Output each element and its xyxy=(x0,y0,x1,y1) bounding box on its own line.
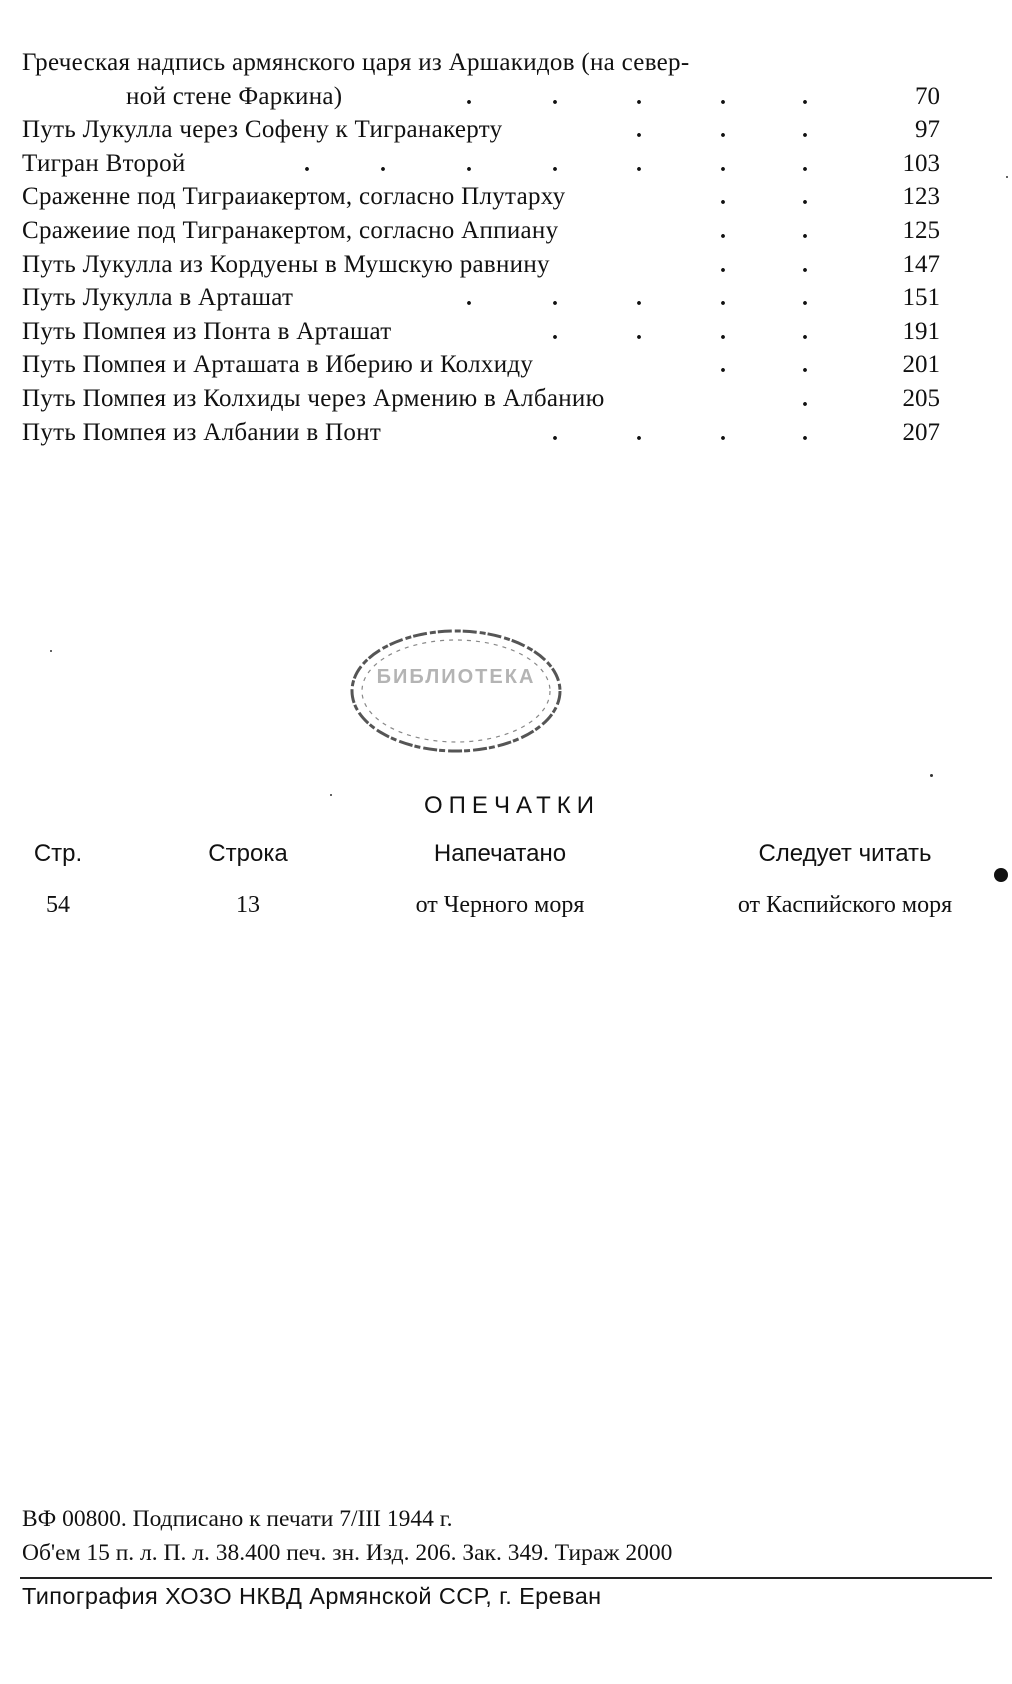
page-number: 151 xyxy=(902,284,940,312)
leader-dot: . xyxy=(802,83,808,110)
leader-dot: . xyxy=(720,251,726,278)
colophon-line: ВФ 00800. Подписано к печати 7/III 1944 г. xyxy=(22,1506,453,1532)
leader-dot: . xyxy=(720,318,726,345)
leader-dot: . xyxy=(552,150,558,177)
errata-page: 54 xyxy=(46,892,70,918)
leader-dot: . xyxy=(802,251,808,278)
leader-dot: . xyxy=(720,352,726,379)
map-title: Греческая надпись армянского царя из Аршакидов (на север- xyxy=(22,49,690,76)
errata-header-printed: Напечатано xyxy=(433,840,567,867)
leader-dot: . xyxy=(466,285,472,312)
leader-dot: . xyxy=(552,419,558,446)
page-number: 125 xyxy=(902,216,940,244)
speck xyxy=(50,650,52,652)
speck xyxy=(1006,176,1008,178)
leader-dot: . xyxy=(802,218,808,244)
leader-dot: . xyxy=(802,184,808,211)
map-list xyxy=(22,46,942,449)
map-list-item xyxy=(22,46,942,80)
printer-line: Типография ХОЗО НКВД Армянской ССР, г. Ереван xyxy=(22,1583,602,1609)
page-number: 70 xyxy=(915,82,940,110)
leader-dot: . xyxy=(636,318,642,345)
map-title: Путь Помпея из Колхиды через Армению в Албанию xyxy=(22,384,605,412)
map-title: Путь Лукулла в Арташат xyxy=(22,284,294,312)
stamp-text: БИБЛИОТЕКА xyxy=(376,666,536,688)
errata-correct: от Каспийского моря xyxy=(737,892,953,918)
divider xyxy=(20,1577,992,1579)
map-title: Тигран Второй xyxy=(22,149,186,177)
leader-dot: . xyxy=(552,285,558,312)
leader-dot: . xyxy=(720,117,726,144)
errata-header-page: Стр. xyxy=(33,840,83,867)
errata-line: 13 xyxy=(236,892,260,918)
leader-dot: . xyxy=(802,352,808,379)
page-number: 205 xyxy=(902,384,940,412)
errata-printed: от Черного моря xyxy=(415,892,585,918)
speck xyxy=(930,774,933,777)
colophon xyxy=(22,1502,672,1570)
leader-dot: . xyxy=(720,150,726,177)
map-title: Путь Лукулла через Софену к Тигранакерту xyxy=(22,116,503,144)
speck xyxy=(330,794,332,796)
library-stamp xyxy=(345,623,567,759)
leader-dot: . xyxy=(720,419,726,446)
leader-dot: . xyxy=(636,83,642,110)
map-title: Сражеиие под Тигранакертом, согласно Аппиану xyxy=(22,216,559,244)
errata-header-line: Строка xyxy=(208,840,288,867)
page-number: 147 xyxy=(902,250,940,278)
map-title: Путь Лукулла из Кордуены в Мушскую равнину xyxy=(22,250,550,278)
leader-dot: . xyxy=(802,150,808,177)
page-number: 201 xyxy=(902,351,940,379)
leader-dot: . xyxy=(380,150,386,177)
leader-dot: . xyxy=(636,285,642,312)
map-title: Путь Помпея из Понта в Арташат xyxy=(22,317,392,345)
leader-dot: . xyxy=(466,83,472,110)
leader-dot: . xyxy=(552,83,558,110)
leader-dot: . xyxy=(552,318,558,345)
page-number: 191 xyxy=(902,317,940,345)
leader-dot: . xyxy=(720,184,726,211)
leader-dot: . xyxy=(802,318,808,345)
errata-header-correct: Следует читать xyxy=(758,840,932,867)
map-title: Сраженне под Тиграиакертом, согласно Плутарху xyxy=(22,183,566,211)
leader-dot: . xyxy=(802,285,808,312)
leader-dot: . xyxy=(720,285,726,312)
leader-dot: . xyxy=(304,150,310,177)
page-number: 123 xyxy=(902,183,940,211)
leader-dot: . xyxy=(802,117,808,144)
ink-blot xyxy=(994,868,1008,882)
page-number: 97 xyxy=(915,116,940,144)
map-title: ной стене Фаркина) xyxy=(126,82,343,110)
map-title: Путь Помпея и Арташата в Иберию и Колхиду xyxy=(22,351,534,379)
page-number: 103 xyxy=(902,149,940,177)
leader-dot: . xyxy=(636,150,642,177)
leader-dot: . xyxy=(466,150,472,177)
leader-dot: . xyxy=(720,218,726,244)
leader-dot: . xyxy=(802,386,808,412)
leader-dot: . xyxy=(802,419,808,446)
map-title: Путь Помпея из Албании в Понт xyxy=(22,418,382,446)
errata-title: ОПЕЧАТКИ xyxy=(424,792,600,819)
leader-dot: . xyxy=(636,117,642,144)
colophon-line: Об'ем 15 п. л. П. л. 38.400 печ. зн. Изд. 206. Зак. 349. Тираж 2000 xyxy=(22,1540,673,1566)
leader-dot: . xyxy=(720,83,726,110)
leader-dot: . xyxy=(636,419,642,446)
page-number: 207 xyxy=(902,418,940,446)
